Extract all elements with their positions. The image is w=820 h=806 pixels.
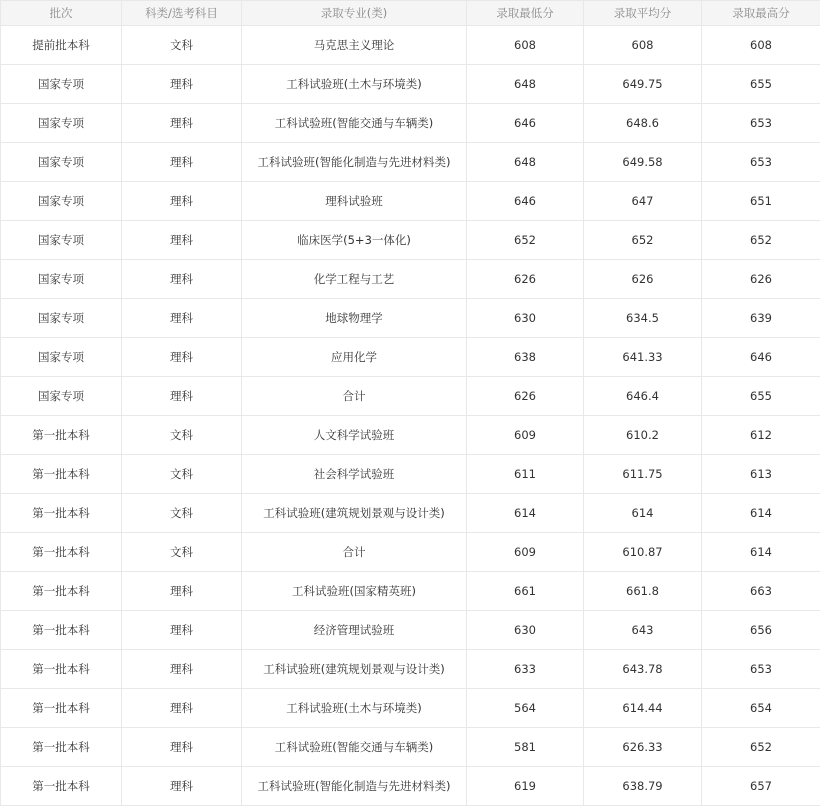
table-row	[1, 26, 820, 65]
cell-major: 社会科学试验班	[242, 455, 467, 494]
cell-batch: 第一批本科	[1, 689, 122, 728]
cell-subject-category: 理科	[122, 299, 242, 338]
cell-min-score: 646	[467, 104, 584, 143]
cell-batch: 国家专项	[1, 143, 122, 182]
cell-min-score: 609	[467, 533, 584, 572]
cell-max-score: 612	[702, 416, 820, 455]
header-row	[1, 1, 820, 26]
header-avg-score: 录取平均分	[584, 1, 702, 26]
cell-max-score: 656	[702, 611, 820, 650]
cell-major: 合计	[242, 533, 467, 572]
table-row	[1, 455, 820, 494]
cell-major: 马克思主义理论	[242, 26, 467, 65]
cell-subject-category: 理科	[122, 689, 242, 728]
cell-avg-score: 643	[584, 611, 702, 650]
cell-subject-category: 理科	[122, 728, 242, 767]
table-row	[1, 104, 820, 143]
cell-max-score: 655	[702, 377, 820, 416]
cell-avg-score: 626.33	[584, 728, 702, 767]
cell-min-score: 626	[467, 377, 584, 416]
cell-avg-score: 626	[584, 260, 702, 299]
cell-avg-score: 614.44	[584, 689, 702, 728]
cell-min-score: 646	[467, 182, 584, 221]
table-row	[1, 338, 820, 377]
cell-min-score: 581	[467, 728, 584, 767]
table-row	[1, 377, 820, 416]
cell-avg-score: 608	[584, 26, 702, 65]
cell-batch: 提前批本科	[1, 26, 122, 65]
cell-major: 工科试验班(土木与环境类)	[242, 689, 467, 728]
cell-major: 经济管理试验班	[242, 611, 467, 650]
cell-subject-category: 理科	[122, 104, 242, 143]
cell-subject-category: 理科	[122, 143, 242, 182]
cell-avg-score: 641.33	[584, 338, 702, 377]
cell-subject-category: 文科	[122, 533, 242, 572]
cell-max-score: 639	[702, 299, 820, 338]
header-major: 录取专业(类)	[242, 1, 467, 26]
cell-max-score: 652	[702, 728, 820, 767]
cell-avg-score: 638.79	[584, 767, 702, 806]
cell-max-score: 626	[702, 260, 820, 299]
cell-major: 工科试验班(智能化制造与先进材料类)	[242, 767, 467, 806]
cell-batch: 第一批本科	[1, 767, 122, 806]
cell-batch: 国家专项	[1, 221, 122, 260]
table-row	[1, 65, 820, 104]
cell-major: 工科试验班(智能交通与车辆类)	[242, 104, 467, 143]
table-body	[1, 26, 820, 806]
cell-max-score: 614	[702, 533, 820, 572]
cell-subject-category: 理科	[122, 611, 242, 650]
cell-batch: 第一批本科	[1, 650, 122, 689]
cell-major: 临床医学(5+3一体化)	[242, 221, 467, 260]
cell-subject-category: 理科	[122, 65, 242, 104]
header-subject-category: 科类/选考科目	[122, 1, 242, 26]
header-max-score: 录取最高分	[702, 1, 820, 26]
cell-major: 工科试验班(土木与环境类)	[242, 65, 467, 104]
table-row	[1, 494, 820, 533]
table-row	[1, 299, 820, 338]
cell-min-score: 619	[467, 767, 584, 806]
cell-batch: 国家专项	[1, 182, 122, 221]
cell-major: 工科试验班(建筑规划景观与设计类)	[242, 494, 467, 533]
cell-major: 工科试验班(智能化制造与先进材料类)	[242, 143, 467, 182]
cell-min-score: 609	[467, 416, 584, 455]
cell-batch: 第一批本科	[1, 494, 122, 533]
cell-subject-category: 理科	[122, 377, 242, 416]
table-row	[1, 221, 820, 260]
cell-major: 化学工程与工艺	[242, 260, 467, 299]
table-header	[1, 1, 820, 26]
table-row	[1, 416, 820, 455]
cell-min-score: 608	[467, 26, 584, 65]
cell-min-score: 626	[467, 260, 584, 299]
cell-max-score: 653	[702, 650, 820, 689]
cell-major: 地球物理学	[242, 299, 467, 338]
cell-max-score: 657	[702, 767, 820, 806]
cell-min-score: 652	[467, 221, 584, 260]
cell-subject-category: 文科	[122, 494, 242, 533]
cell-major: 理科试验班	[242, 182, 467, 221]
cell-major: 合计	[242, 377, 467, 416]
cell-max-score: 653	[702, 104, 820, 143]
cell-batch: 第一批本科	[1, 611, 122, 650]
cell-min-score: 648	[467, 65, 584, 104]
cell-subject-category: 文科	[122, 455, 242, 494]
table-row	[1, 689, 820, 728]
cell-avg-score: 610.87	[584, 533, 702, 572]
cell-subject-category: 理科	[122, 572, 242, 611]
header-min-score: 录取最低分	[467, 1, 584, 26]
cell-avg-score: 661.8	[584, 572, 702, 611]
cell-max-score: 652	[702, 221, 820, 260]
cell-max-score: 663	[702, 572, 820, 611]
cell-major: 工科试验班(国家精英班)	[242, 572, 467, 611]
cell-max-score: 613	[702, 455, 820, 494]
cell-avg-score: 611.75	[584, 455, 702, 494]
table-row	[1, 767, 820, 806]
cell-max-score: 654	[702, 689, 820, 728]
cell-avg-score: 614	[584, 494, 702, 533]
table-row	[1, 260, 820, 299]
cell-batch: 第一批本科	[1, 455, 122, 494]
cell-max-score: 655	[702, 65, 820, 104]
cell-subject-category: 理科	[122, 182, 242, 221]
cell-min-score: 614	[467, 494, 584, 533]
cell-avg-score: 634.5	[584, 299, 702, 338]
cell-batch: 国家专项	[1, 260, 122, 299]
cell-batch: 第一批本科	[1, 416, 122, 455]
cell-major: 应用化学	[242, 338, 467, 377]
table-row	[1, 143, 820, 182]
cell-batch: 国家专项	[1, 338, 122, 377]
table-row	[1, 572, 820, 611]
cell-max-score: 651	[702, 182, 820, 221]
table-row	[1, 182, 820, 221]
table-row	[1, 650, 820, 689]
header-batch: 批次	[1, 1, 122, 26]
cell-batch: 国家专项	[1, 65, 122, 104]
cell-major: 工科试验班(建筑规划景观与设计类)	[242, 650, 467, 689]
cell-max-score: 646	[702, 338, 820, 377]
cell-min-score: 638	[467, 338, 584, 377]
cell-avg-score: 610.2	[584, 416, 702, 455]
cell-min-score: 630	[467, 299, 584, 338]
cell-min-score: 611	[467, 455, 584, 494]
cell-max-score: 653	[702, 143, 820, 182]
cell-major: 工科试验班(智能交通与车辆类)	[242, 728, 467, 767]
cell-avg-score: 649.75	[584, 65, 702, 104]
cell-avg-score: 647	[584, 182, 702, 221]
cell-min-score: 661	[467, 572, 584, 611]
cell-avg-score: 649.58	[584, 143, 702, 182]
cell-subject-category: 文科	[122, 26, 242, 65]
table-row	[1, 728, 820, 767]
cell-subject-category: 理科	[122, 338, 242, 377]
cell-batch: 国家专项	[1, 104, 122, 143]
cell-subject-category: 理科	[122, 221, 242, 260]
cell-batch: 国家专项	[1, 299, 122, 338]
cell-min-score: 630	[467, 611, 584, 650]
cell-min-score: 633	[467, 650, 584, 689]
cell-max-score: 614	[702, 494, 820, 533]
cell-subject-category: 理科	[122, 767, 242, 806]
cell-avg-score: 643.78	[584, 650, 702, 689]
cell-avg-score: 652	[584, 221, 702, 260]
cell-batch: 第一批本科	[1, 533, 122, 572]
cell-major: 人文科学试验班	[242, 416, 467, 455]
cell-batch: 国家专项	[1, 377, 122, 416]
cell-subject-category: 理科	[122, 260, 242, 299]
cell-batch: 第一批本科	[1, 572, 122, 611]
cell-avg-score: 648.6	[584, 104, 702, 143]
cell-max-score: 608	[702, 26, 820, 65]
table-row	[1, 611, 820, 650]
table-row	[1, 533, 820, 572]
cell-subject-category: 文科	[122, 416, 242, 455]
cell-min-score: 564	[467, 689, 584, 728]
cell-subject-category: 理科	[122, 650, 242, 689]
cell-min-score: 648	[467, 143, 584, 182]
cell-avg-score: 646.4	[584, 377, 702, 416]
cell-batch: 第一批本科	[1, 728, 122, 767]
